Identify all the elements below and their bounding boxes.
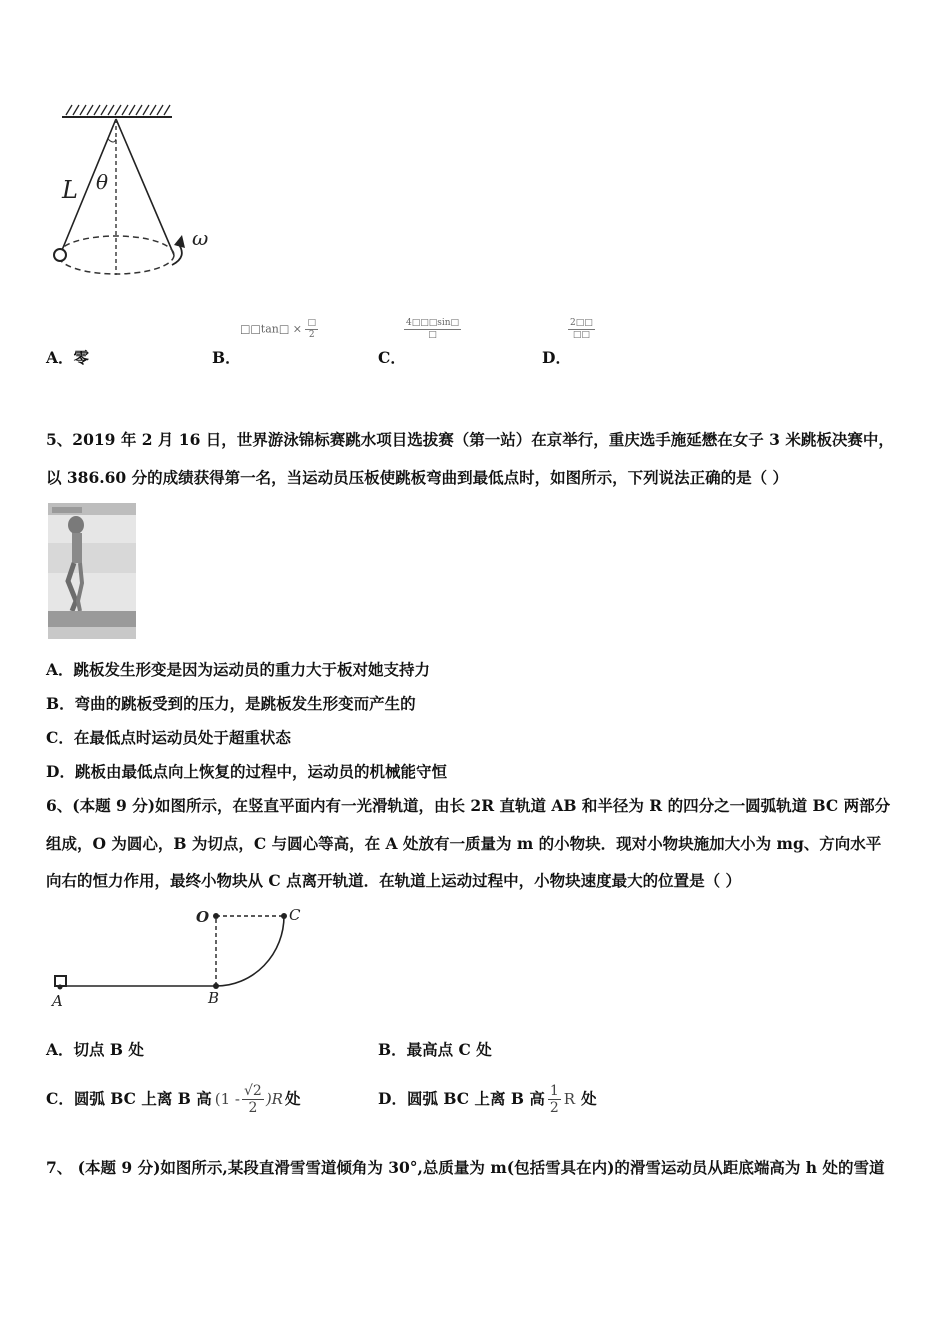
q4-option-d-formula: $\frac{2□□}{□□}$ <box>570 318 593 340</box>
q6-option-c-pre: C．圆弧 BC 上离 B 高 <box>46 1089 212 1108</box>
q6-option-d-post: 处 <box>581 1089 597 1108</box>
q6-option-d-fraction: $\frac{1}{2}$ <box>549 1082 559 1116</box>
q6-option-c-fraction: $\frac{√2}{2}$ <box>243 1082 262 1116</box>
q6-stem-line2: 组成，O 为圆心，B 为切点，C 与圆心等高，在 A 处放有一质量为 m 的小物块．现对小物块施加大小为 mg、方向水平 <box>46 834 882 853</box>
q6-option-c[interactable]: C．圆弧 BC 上离 B 高 (1 - $\frac{√2}{2}$ )R 处 <box>46 1082 301 1116</box>
q6-stem-line1: 6、(本题 9 分)如图所示，在竖直平面内有一光滑轨道，由长 2R 直轨道 AB 和半径为 R 的四分之一圆弧轨道 BC 两部分 <box>46 796 891 815</box>
q4-option-c-label: C． <box>378 348 406 367</box>
q4-option-c-formula: $\frac{4□□□\sin□}{□}$ <box>406 318 460 340</box>
q4-option-b-label: B． <box>212 348 241 367</box>
q5-option-a[interactable]: A．跳板发生形变是因为运动员的重力大于板对她支持力 <box>46 660 431 679</box>
diver-photo <box>48 503 136 639</box>
q4-option-a[interactable] <box>46 348 89 368</box>
q6-option-c-post: 处 <box>284 1089 301 1108</box>
q6-option-d-pre: D．圆弧 BC 上离 B 高 <box>378 1089 545 1108</box>
q6-stem-line3: 向右的恒力作用，最终小物块从 C 点离开轨道．在轨道上运动过程中，小物块速度最大的位置是（ ） <box>46 871 742 890</box>
q4-option-c[interactable] <box>378 348 406 368</box>
q7-stem-line1: 7、 (本题 9 分)如图所示,某段直滑雪雪道倾角为 30°,总质量为 m(包括雪具在内)的滑雪运动员从距底端高为 h 处的雪道 <box>46 1158 885 1177</box>
q4-option-d[interactable] <box>542 348 571 368</box>
theta-label: θ <box>96 170 109 194</box>
q6-option-a[interactable]: A．切点 B 处 <box>46 1040 144 1059</box>
point-o-label: O <box>196 908 210 926</box>
length-label: L <box>62 176 78 204</box>
conical-pendulum-figure <box>40 95 230 290</box>
q5-option-b[interactable]: B．弯曲的跳板受到的压力，是跳板发生形变而产生的 <box>46 694 416 713</box>
q4-option-b[interactable] <box>212 348 241 368</box>
point-b-label: B <box>208 989 220 1007</box>
q5-stem-line1: 5、2019 年 2 月 16 日，世界游泳锦标赛跳水项目选拔赛（第一站）在京举行，重庆选手施延懋在女子 3 米跳板决赛中， <box>46 430 894 449</box>
q5-stem-line2: 以 386.60 分的成绩获得第一名，当运动员压板使跳板弯曲到最低点时，如图所示，下列说法正确的是（ ） <box>46 468 789 487</box>
omega-label: ω <box>192 226 209 250</box>
q4-option-a-label: A． <box>46 348 74 367</box>
q6-option-b[interactable]: B．最高点 C 处 <box>378 1040 492 1059</box>
q5-option-d[interactable]: D．跳板由最低点向上恢复的过程中，运动员的机械能守恒 <box>46 762 447 781</box>
q4-option-b-formula: □□tan□ × $\frac{□}{2}$ <box>240 318 316 340</box>
q4-option-a-text: 零 <box>73 348 90 367</box>
q4-option-d-label: D． <box>542 348 571 367</box>
q6-option-d[interactable]: D．圆弧 BC 上离 B 高 $\frac{1}{2}$ R 处 <box>378 1082 597 1116</box>
point-c-label: C <box>289 906 301 924</box>
q5-option-c[interactable]: C．在最低点时运动员处于超重状态 <box>46 728 291 747</box>
point-a-label: A <box>52 992 63 1010</box>
track-figure <box>44 902 324 1014</box>
